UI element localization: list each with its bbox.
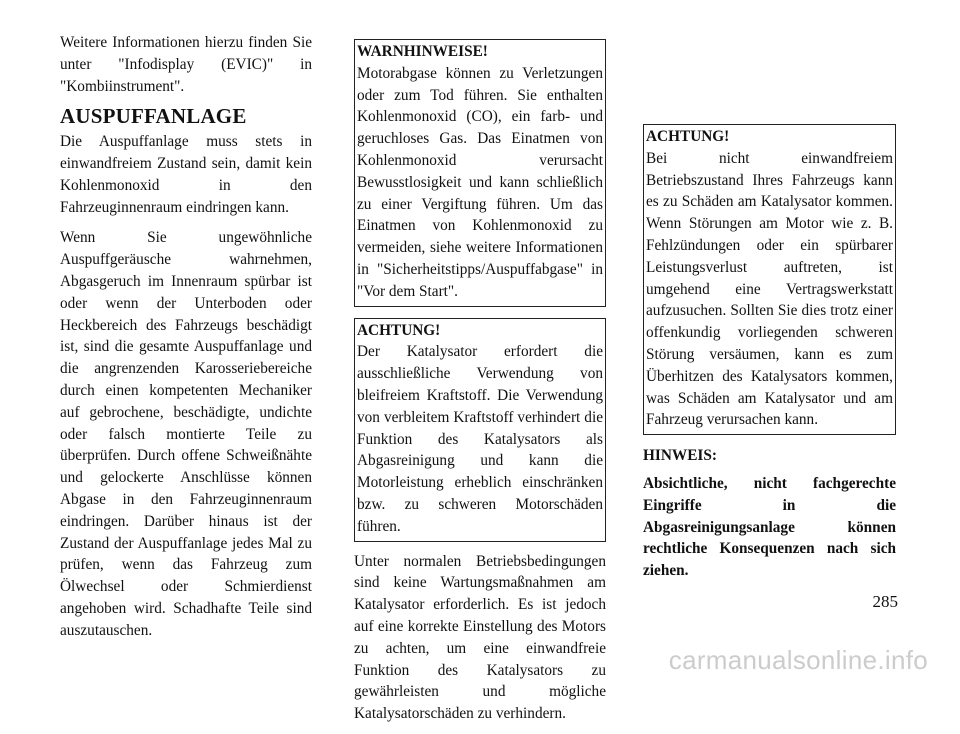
watermark: carmanualsonline.info: [668, 645, 928, 675]
section-heading: AUSPUFFANLAGE: [60, 104, 247, 129]
caution-box-catalyst-damage: [643, 124, 896, 435]
warning-title: WARNHINWEISE!: [357, 43, 488, 60]
exhaust-paragraph-1: Die Auspuffanlage muss stets in einwandfreiem Zustand sein, damit kein Kohlenmonoxid in den Fahrzeuginnenraum eindringen kann.: [60, 133, 312, 216]
column-right: [643, 124, 896, 582]
caution-body: Bei nicht einwandfreiem Betriebszustand Ihres Fahrzeugs kann es zu Schäden am Katalysator kommen. Wenn Störungen am Motor wie z. B. Fehlzündungen oder ein spürbarer Leistungsverlust auftreten, ist umgehend eine Vertragswerkstatt aufzusuchen. Sollten Sie dies trotz einer offenkundig vorliegenden schweren Störung versäumen, kann es zum Überhitzen des Katalysators kommen, was Schäden am Katalysator und am Fahrzeug verursachen kann.: [646, 149, 893, 429]
caution-box-catalyst-fuel: [354, 318, 606, 542]
caution-body: Der Katalysator erfordert die ausschließliche Verwendung von bleifreiem Kraftstoff. Die Verwendung von verbleitem Kraftstoff verhindert die Funktion des Katalysators als Abgasreinigung und kann die Motorleistung erheblich einschränken bzw. zu schweren Motorschäden führen.: [357, 343, 603, 535]
note-body: Absichtliche, nicht fachgerechte Eingriffe in die Abgasreinigungsanlage können rechtliche Konsequenzen nach sich ziehen.: [643, 474, 896, 580]
exhaust-paragraph-2: Wenn Sie ungewöhnliche Auspuffgeräusche wahrnehmen, Abgasgeruch im Innenraum spürbar ist oder wenn der Unterboden oder Heckbereich des Fahrzeugs beschädigt ist, sind die gesamte Auspuffanlage und die angrenzenden Karosseriebereiche durch einen kompetenten Mechaniker auf gebrochene, beschädigte, undichte oder falsch montierte Teile zu überprüfen. Durch offene Schweißnähte und gelockerte Anschlüsse können Abgase in den Fahrzeuginnenraum eindringen. Darüber hinaus ist der Zustand der Auspuffanlage jedes Mal zu prüfen, wenn das Fahrzeug zum Ölwechsel oder Schmierdienst angehoben wird. Schadhafte Teile sind auszutauschen.: [60, 229, 312, 639]
caution-title: ACHTUNG!: [646, 128, 730, 145]
caution-title: ACHTUNG!: [357, 321, 441, 339]
page-number: 285: [872, 592, 898, 611]
catalyst-paragraph: Unter normalen Betriebsbedingungen sind keine Wartungsmaßnahmen am Katalysator erforderlich. Es ist jedoch auf eine korrekte Einstellung des Motors zu achten, um eine einwandfreie Funktion des Katalysators zu gewährleisten und mögliche Katalysatorschäden zu verhindern.: [354, 552, 606, 723]
column-left: [60, 32, 312, 651]
column-middle: [354, 32, 606, 734]
note-title: HINWEIS:: [643, 447, 717, 465]
intro-paragraph: Weitere Informationen hierzu finden Sie unter "Infodisplay (EVIC)" in "Kombiinstrument".: [60, 34, 312, 95]
warning-body: Motorabgase können zu Verletzungen oder zum Tod führen. Sie enthalten Kohlenmonoxid (CO), ein farb- und geruchloses Gas. Das Einatmen von Kohlenmonoxid verursacht Bewusstlosigkeit und kann schließlich zu einer Vergiftung führen. Um das Einatmen von Kohlenmonoxid zu vermeiden, siehe weitere Informationen in "Sicherheitstipps/Auspuffabgase" in "Vor dem Start".: [357, 64, 603, 300]
warning-box: [354, 39, 606, 307]
